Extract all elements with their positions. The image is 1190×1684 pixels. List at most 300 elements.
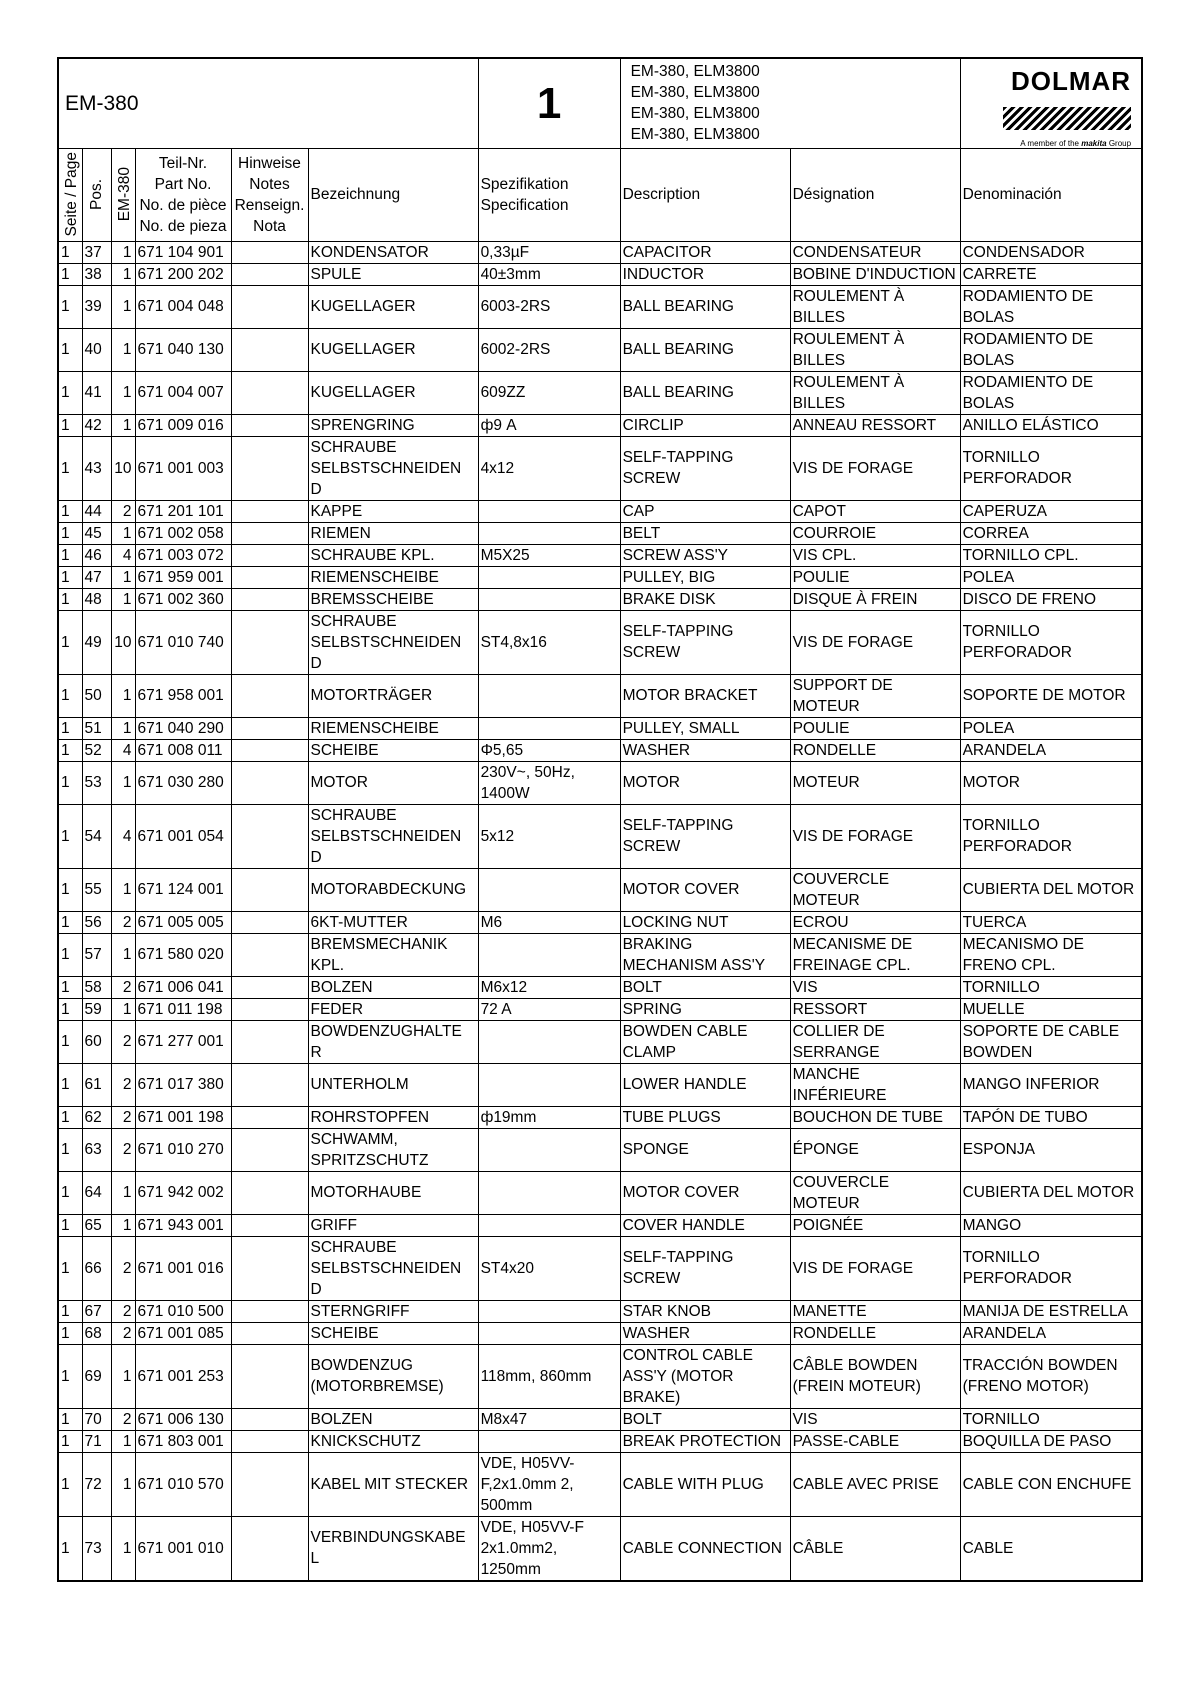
table-row <box>58 328 1142 371</box>
row-bezeichnung: MOTORTRÄGER <box>308 674 478 717</box>
row-qty: 1 <box>111 674 135 717</box>
table-row <box>58 674 1142 717</box>
row-denominacion: ARANDELA <box>960 739 1142 761</box>
row-part-no: 671 010 570 <box>135 1452 231 1516</box>
row-bezeichnung: SCHEIBE <box>308 739 478 761</box>
row-designation: RONDELLE <box>790 1322 960 1344</box>
col-bezeichnung: Bezeichnung <box>308 148 478 241</box>
row-designation: MECANISME DE FREINAGE CPL. <box>790 933 960 976</box>
row-denominacion: CORREA <box>960 522 1142 544</box>
row-description: SELF-TAPPING SCREW <box>620 610 790 674</box>
row-designation: RONDELLE <box>790 739 960 761</box>
row-part-no: 671 011 198 <box>135 998 231 1020</box>
row-pos: 48 <box>82 588 111 610</box>
row-denominacion: TORNILLO PERFORADOR <box>960 804 1142 868</box>
row-part-no: 671 001 253 <box>135 1344 231 1408</box>
row-designation: POULIE <box>790 717 960 739</box>
row-bezeichnung: RIEMENSCHEIBE <box>308 566 478 588</box>
row-bezeichnung: SCHRAUBE SELBSTSCHNEIDEN D <box>308 610 478 674</box>
model-list <box>620 58 960 148</box>
row-bezeichnung: SCHRAUBE SELBSTSCHNEIDEN D <box>308 436 478 500</box>
row-specification: 6002-2RS <box>478 328 620 371</box>
table-row <box>58 610 1142 674</box>
row-denominacion: MANGO INFERIOR <box>960 1063 1142 1106</box>
row-denominacion: MANIJA DE ESTRELLA <box>960 1300 1142 1322</box>
row-designation: CÂBLE <box>790 1516 960 1581</box>
row-bezeichnung: KUGELLAGER <box>308 285 478 328</box>
row-designation: CABLE AVEC PRISE <box>790 1452 960 1516</box>
table-row <box>58 588 1142 610</box>
row-part-no: 671 030 280 <box>135 761 231 804</box>
row-part-no: 671 201 101 <box>135 500 231 522</box>
row-qty: 1 <box>111 285 135 328</box>
row-qty: 2 <box>111 1020 135 1063</box>
row-page: 1 <box>58 933 82 976</box>
row-notes <box>231 1452 308 1516</box>
row-description: BOWDEN CABLE CLAMP <box>620 1020 790 1063</box>
row-denominacion: CABLE <box>960 1516 1142 1581</box>
row-specification: 230V~, 50Hz, 1400W <box>478 761 620 804</box>
row-pos: 51 <box>82 717 111 739</box>
row-part-no: 671 006 130 <box>135 1408 231 1430</box>
row-page: 1 <box>58 1236 82 1300</box>
table-row <box>58 1214 1142 1236</box>
table-row <box>58 414 1142 436</box>
row-notes <box>231 674 308 717</box>
table-row <box>58 739 1142 761</box>
row-page: 1 <box>58 436 82 500</box>
row-denominacion: MOTOR <box>960 761 1142 804</box>
row-pos: 47 <box>82 566 111 588</box>
row-denominacion: SOPORTE DE CABLE BOWDEN <box>960 1020 1142 1063</box>
row-description: SCREW ASS'Y <box>620 544 790 566</box>
row-notes <box>231 1430 308 1452</box>
row-qty: 1 <box>111 371 135 414</box>
row-designation: POULIE <box>790 566 960 588</box>
row-notes <box>231 1300 308 1322</box>
row-pos: 62 <box>82 1106 111 1128</box>
row-part-no: 671 002 058 <box>135 522 231 544</box>
column-header-row <box>58 148 1142 241</box>
row-part-no: 671 580 020 <box>135 933 231 976</box>
row-specification: M8x47 <box>478 1408 620 1430</box>
row-qty: 1 <box>111 1214 135 1236</box>
row-notes <box>231 1408 308 1430</box>
row-bezeichnung: ROHRSTOPFEN <box>308 1106 478 1128</box>
row-designation: VIS CPL. <box>790 544 960 566</box>
parts-rows <box>58 241 1142 1581</box>
row-bezeichnung: RIEMENSCHEIBE <box>308 717 478 739</box>
col-specification: Spezifikation Specification <box>478 148 620 241</box>
row-pos: 59 <box>82 998 111 1020</box>
row-denominacion: ESPONJA <box>960 1128 1142 1171</box>
row-specification <box>478 1171 620 1214</box>
row-page: 1 <box>58 263 82 285</box>
row-specification <box>478 674 620 717</box>
row-pos: 46 <box>82 544 111 566</box>
row-description: TUBE PLUGS <box>620 1106 790 1128</box>
row-pos: 58 <box>82 976 111 998</box>
row-page: 1 <box>58 414 82 436</box>
row-description: LOWER HANDLE <box>620 1063 790 1106</box>
row-specification: VDE, H05VV-F 2x1.0mm2, 1250mm <box>478 1516 620 1581</box>
row-page: 1 <box>58 610 82 674</box>
row-pos: 68 <box>82 1322 111 1344</box>
row-page: 1 <box>58 1214 82 1236</box>
row-page: 1 <box>58 717 82 739</box>
row-specification: 0,33µF <box>478 241 620 263</box>
row-qty: 2 <box>111 1128 135 1171</box>
row-bezeichnung: SCHWAMM, SPRITZSCHUTZ <box>308 1128 478 1171</box>
row-bezeichnung: MOTOR <box>308 761 478 804</box>
row-designation: CONDENSATEUR <box>790 241 960 263</box>
table-row <box>58 1106 1142 1128</box>
row-pos: 53 <box>82 761 111 804</box>
row-denominacion: TUERCA <box>960 911 1142 933</box>
row-page: 1 <box>58 761 82 804</box>
row-notes <box>231 761 308 804</box>
brand-name: DOLMAR <box>1010 66 1132 96</box>
row-pos: 52 <box>82 739 111 761</box>
row-description: MOTOR BRACKET <box>620 674 790 717</box>
row-description: SELF-TAPPING SCREW <box>620 436 790 500</box>
row-description: BREAK PROTECTION <box>620 1430 790 1452</box>
row-qty: 2 <box>111 976 135 998</box>
row-page: 1 <box>58 1300 82 1322</box>
row-bezeichnung: KONDENSATOR <box>308 241 478 263</box>
row-notes <box>231 804 308 868</box>
row-part-no: 671 001 010 <box>135 1516 231 1581</box>
table-row <box>58 998 1142 1020</box>
row-qty: 1 <box>111 588 135 610</box>
row-pos: 38 <box>82 263 111 285</box>
table-row <box>58 436 1142 500</box>
row-specification <box>478 566 620 588</box>
row-qty: 4 <box>111 544 135 566</box>
row-description: BELT <box>620 522 790 544</box>
row-notes <box>231 241 308 263</box>
row-part-no: 671 943 001 <box>135 1214 231 1236</box>
row-notes <box>231 1236 308 1300</box>
row-qty: 1 <box>111 868 135 911</box>
row-page: 1 <box>58 1430 82 1452</box>
col-denominacion: Denominación <box>960 148 1142 241</box>
table-row <box>58 371 1142 414</box>
row-designation: ROULEMENT À BILLES <box>790 328 960 371</box>
table-row <box>58 911 1142 933</box>
row-notes <box>231 544 308 566</box>
row-page: 1 <box>58 1322 82 1344</box>
row-designation: VIS <box>790 976 960 998</box>
row-bezeichnung: GRIFF <box>308 1214 478 1236</box>
table-row <box>58 717 1142 739</box>
row-designation: VIS DE FORAGE <box>790 610 960 674</box>
row-page: 1 <box>58 1171 82 1214</box>
table-row <box>58 1300 1142 1322</box>
row-designation: ROULEMENT À BILLES <box>790 285 960 328</box>
row-bezeichnung: BOWDENZUG (MOTORBREMSE) <box>308 1344 478 1408</box>
row-pos: 39 <box>82 285 111 328</box>
row-description: CAP <box>620 500 790 522</box>
row-description: SPONGE <box>620 1128 790 1171</box>
table-row <box>58 500 1142 522</box>
row-notes <box>231 998 308 1020</box>
row-notes <box>231 1020 308 1063</box>
row-denominacion: MANGO <box>960 1214 1142 1236</box>
row-pos: 71 <box>82 1430 111 1452</box>
table-row <box>58 544 1142 566</box>
table-row <box>58 1020 1142 1063</box>
row-part-no: 671 040 130 <box>135 328 231 371</box>
table-row <box>58 1452 1142 1516</box>
row-pos: 41 <box>82 371 111 414</box>
row-qty: 1 <box>111 1452 135 1516</box>
row-part-no: 671 001 198 <box>135 1106 231 1128</box>
row-specification: 72 A <box>478 998 620 1020</box>
row-qty: 1 <box>111 328 135 371</box>
row-denominacion: TORNILLO PERFORADOR <box>960 1236 1142 1300</box>
row-description: SPRING <box>620 998 790 1020</box>
row-denominacion: MUELLE <box>960 998 1142 1020</box>
row-notes <box>231 500 308 522</box>
brand-logo <box>960 58 1142 148</box>
row-description: BALL BEARING <box>620 328 790 371</box>
row-description: PULLEY, SMALL <box>620 717 790 739</box>
row-page: 1 <box>58 911 82 933</box>
row-denominacion: CAPERUZA <box>960 500 1142 522</box>
row-part-no: 671 010 500 <box>135 1300 231 1322</box>
row-pos: 63 <box>82 1128 111 1171</box>
row-bezeichnung: VERBINDUNGSKABE L <box>308 1516 478 1581</box>
col-notes: Hinweise Notes Renseign. Nota <box>231 148 308 241</box>
row-specification: 5x12 <box>478 804 620 868</box>
row-bezeichnung: STERNGRIFF <box>308 1300 478 1322</box>
row-description: CABLE CONNECTION <box>620 1516 790 1581</box>
row-page: 1 <box>58 328 82 371</box>
row-bezeichnung: UNTERHOLM <box>308 1063 478 1106</box>
table-row <box>58 1322 1142 1344</box>
row-pos: 43 <box>82 436 111 500</box>
row-designation: VIS DE FORAGE <box>790 1236 960 1300</box>
row-bezeichnung: 6KT-MUTTER <box>308 911 478 933</box>
row-page: 1 <box>58 1408 82 1430</box>
row-bezeichnung: KAPPE <box>308 500 478 522</box>
row-denominacion: MECANISMO DE FRENO CPL. <box>960 933 1142 976</box>
row-page: 1 <box>58 500 82 522</box>
row-part-no: 671 200 202 <box>135 263 231 285</box>
logo-stripes-icon <box>1003 107 1131 130</box>
row-bezeichnung: MOTORHAUBE <box>308 1171 478 1214</box>
row-specification <box>478 588 620 610</box>
row-pos: 57 <box>82 933 111 976</box>
row-designation: BOUCHON DE TUBE <box>790 1106 960 1128</box>
col-page: Seite / Page <box>58 148 82 241</box>
row-denominacion: CABLE CON ENCHUFE <box>960 1452 1142 1516</box>
row-qty: 2 <box>111 1408 135 1430</box>
row-part-no: 671 003 072 <box>135 544 231 566</box>
row-denominacion: TAPÓN DE TUBO <box>960 1106 1142 1128</box>
row-description: PULLEY, BIG <box>620 566 790 588</box>
row-page: 1 <box>58 1128 82 1171</box>
row-designation: ROULEMENT À BILLES <box>790 371 960 414</box>
row-notes <box>231 976 308 998</box>
row-specification <box>478 933 620 976</box>
row-part-no: 671 959 001 <box>135 566 231 588</box>
col-description: Description <box>620 148 790 241</box>
row-specification <box>478 1020 620 1063</box>
row-pos: 37 <box>82 241 111 263</box>
row-qty: 4 <box>111 804 135 868</box>
table-row <box>58 566 1142 588</box>
row-qty: 10 <box>111 610 135 674</box>
row-description: STAR KNOB <box>620 1300 790 1322</box>
row-description: BALL BEARING <box>620 285 790 328</box>
row-description: BALL BEARING <box>620 371 790 414</box>
row-denominacion: TORNILLO <box>960 976 1142 998</box>
row-bezeichnung: BREMSMECHANIK KPL. <box>308 933 478 976</box>
row-designation: VIS <box>790 1408 960 1430</box>
row-pos: 66 <box>82 1236 111 1300</box>
row-qty: 1 <box>111 263 135 285</box>
col-designation: Désignation <box>790 148 960 241</box>
row-notes <box>231 1214 308 1236</box>
row-description: COVER HANDLE <box>620 1214 790 1236</box>
row-specification <box>478 1063 620 1106</box>
row-designation: RESSORT <box>790 998 960 1020</box>
row-specification: M5X25 <box>478 544 620 566</box>
row-notes <box>231 436 308 500</box>
row-description: BRAKE DISK <box>620 588 790 610</box>
row-denominacion: TORNILLO PERFORADOR <box>960 436 1142 500</box>
row-bezeichnung: SCHRAUBE SELBSTSCHNEIDEN D <box>308 1236 478 1300</box>
row-part-no: 671 017 380 <box>135 1063 231 1106</box>
row-specification: ф9 A <box>478 414 620 436</box>
row-pos: 65 <box>82 1214 111 1236</box>
row-designation: VIS DE FORAGE <box>790 804 960 868</box>
row-bezeichnung: BOLZEN <box>308 976 478 998</box>
row-qty: 1 <box>111 717 135 739</box>
row-qty: 1 <box>111 566 135 588</box>
title-row <box>58 58 1142 148</box>
row-page: 1 <box>58 241 82 263</box>
row-bezeichnung: KUGELLAGER <box>308 371 478 414</box>
row-part-no: 671 005 005 <box>135 911 231 933</box>
table-row <box>58 761 1142 804</box>
row-part-no: 671 010 270 <box>135 1128 231 1171</box>
row-notes <box>231 263 308 285</box>
model-list-item: EM-380, ELM3800 <box>630 84 760 102</box>
row-qty: 2 <box>111 1300 135 1322</box>
row-part-no: 671 001 016 <box>135 1236 231 1300</box>
row-part-no: 671 009 016 <box>135 414 231 436</box>
table-row <box>58 1344 1142 1408</box>
table-row <box>58 1236 1142 1300</box>
row-specification: M6x12 <box>478 976 620 998</box>
row-specification: ST4,8x16 <box>478 610 620 674</box>
row-denominacion: BOQUILLA DE PASO <box>960 1430 1142 1452</box>
row-bezeichnung: SCHRAUBE KPL. <box>308 544 478 566</box>
row-denominacion: TORNILLO <box>960 1408 1142 1430</box>
row-designation: MOTEUR <box>790 761 960 804</box>
row-description: CONTROL CABLE ASS'Y (MOTOR BRAKE) <box>620 1344 790 1408</box>
row-specification: 609ZZ <box>478 371 620 414</box>
row-denominacion: POLEA <box>960 566 1142 588</box>
row-designation: PASSE-CABLE <box>790 1430 960 1452</box>
table-row <box>58 1171 1142 1214</box>
row-pos: 61 <box>82 1063 111 1106</box>
row-designation: CÂBLE BOWDEN (FREIN MOTEUR) <box>790 1344 960 1408</box>
row-page: 1 <box>58 868 82 911</box>
row-bezeichnung: SCHRAUBE SELBSTSCHNEIDEN D <box>308 804 478 868</box>
row-designation: ÉPONGE <box>790 1128 960 1171</box>
row-denominacion: TORNILLO PERFORADOR <box>960 610 1142 674</box>
row-specification: VDE, H05VV-F,2x1.0mm 2, 500mm <box>478 1452 620 1516</box>
row-specification <box>478 1214 620 1236</box>
row-bezeichnung: KNICKSCHUTZ <box>308 1430 478 1452</box>
row-part-no: 671 942 002 <box>135 1171 231 1214</box>
row-pos: 55 <box>82 868 111 911</box>
row-designation: MANETTE <box>790 1300 960 1322</box>
row-notes <box>231 588 308 610</box>
row-qty: 1 <box>111 522 135 544</box>
row-description: MOTOR COVER <box>620 1171 790 1214</box>
row-notes <box>231 414 308 436</box>
row-designation: MANCHE INFÉRIEURE <box>790 1063 960 1106</box>
brand-tagline: A member of the makita Group <box>1020 139 1132 148</box>
row-bezeichnung: MOTORABDECKUNG <box>308 868 478 911</box>
table-row <box>58 263 1142 285</box>
row-description: WASHER <box>620 1322 790 1344</box>
row-description: BRAKING MECHANISM ASS'Y <box>620 933 790 976</box>
row-specification <box>478 1128 620 1171</box>
row-page: 1 <box>58 285 82 328</box>
row-page: 1 <box>58 674 82 717</box>
parts-list-sheet <box>57 57 1141 1582</box>
row-bezeichnung: SPULE <box>308 263 478 285</box>
row-specification: Φ5,65 <box>478 739 620 761</box>
row-qty: 1 <box>111 414 135 436</box>
row-notes <box>231 717 308 739</box>
row-pos: 54 <box>82 804 111 868</box>
row-specification: 4x12 <box>478 436 620 500</box>
row-denominacion: TORNILLO CPL. <box>960 544 1142 566</box>
row-page: 1 <box>58 566 82 588</box>
row-page: 1 <box>58 1020 82 1063</box>
row-denominacion: TRACCIÓN BOWDEN (FRENO MOTOR) <box>960 1344 1142 1408</box>
row-designation: CAPOT <box>790 500 960 522</box>
row-denominacion: RODAMIENTO DE BOLAS <box>960 285 1142 328</box>
row-specification: ф19mm <box>478 1106 620 1128</box>
row-specification <box>478 1322 620 1344</box>
row-denominacion: RODAMIENTO DE BOLAS <box>960 371 1142 414</box>
row-notes <box>231 1128 308 1171</box>
row-description: BOLT <box>620 976 790 998</box>
row-bezeichnung: SCHEIBE <box>308 1322 478 1344</box>
row-bezeichnung: SPRENGRING <box>308 414 478 436</box>
row-specification <box>478 1300 620 1322</box>
row-denominacion: POLEA <box>960 717 1142 739</box>
row-page: 1 <box>58 976 82 998</box>
row-denominacion: RODAMIENTO DE BOLAS <box>960 328 1142 371</box>
row-part-no: 671 104 901 <box>135 241 231 263</box>
row-bezeichnung: BOWDENZUGHALTE R <box>308 1020 478 1063</box>
row-denominacion: DISCO DE FRENO <box>960 588 1142 610</box>
model-list-item: EM-380, ELM3800 <box>630 63 760 81</box>
row-pos: 69 <box>82 1344 111 1408</box>
table-row <box>58 933 1142 976</box>
parts-table <box>57 57 1143 1582</box>
page-number: 1 <box>478 58 620 148</box>
